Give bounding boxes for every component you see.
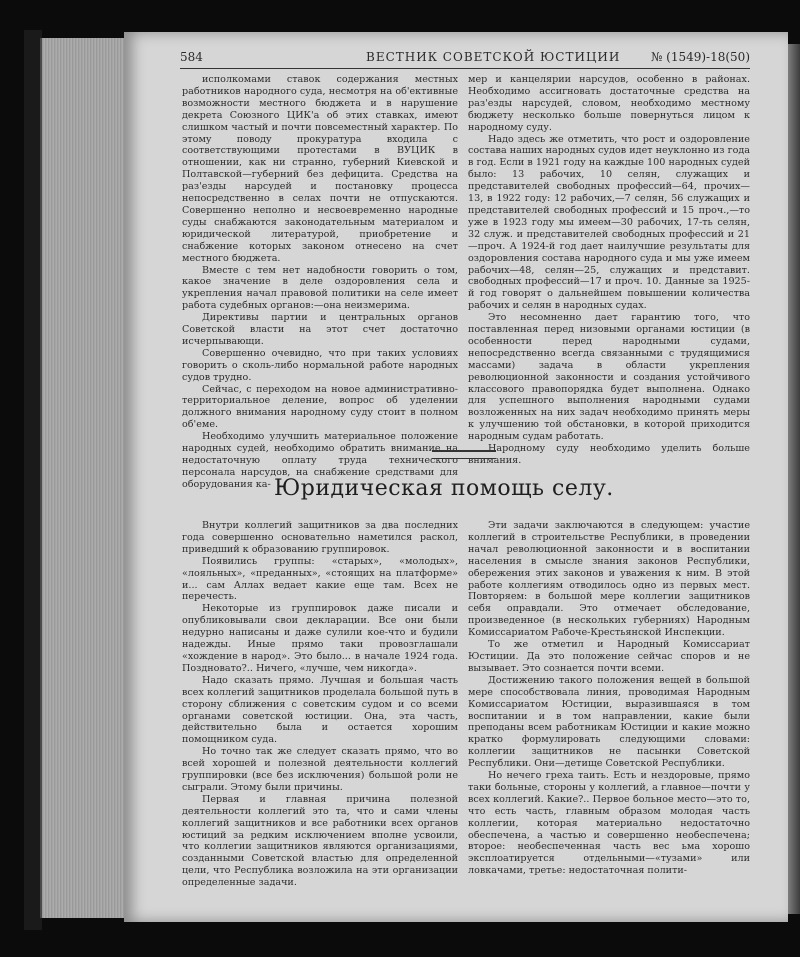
section-title: Юридическая помощь селу. [274, 476, 614, 501]
paragraph: Некоторые из группировок даже писали и опубликовывали свои декларации. Все они были недурно написаны и даже сулили кое-что и будили надежды. Иные прямо таки провозглашали «хождение в народ». Это было... в начале 1924 года. Поздновато?.. Ничего, «лучше, чем никогда». [182, 603, 458, 674]
paragraph: исполкомами ставок содержания местных работников народного суда, несмотря на об'ективные возможности местного бюджета и в нарушение декрета Союзного ЦИК'а об этих ставках, имеют слишком частый и почти повсеместный характер. По этому поводу прокуратура входила с соответствующими протестами в ВУЦИК в отношении, как ни странно, губерний Киевской и Полтавской—губерний без дефицита. Средства на раз'езды нарсудей и постановку процесса непосредственно в селах почти не отпускаются. Совершенно неполно и несвоевременно народные суды снабжаются законодательным материалом и юридической литературой, приобретение и снабжение которых законом отнесено на счет местного бюджета. [182, 74, 458, 264]
paragraph: Сейчас, с переходом на новое административно-территориальное деление, вопрос об уделении должного внимания народному суду стоит в полном об'еме. [182, 383, 458, 431]
page-number: 584 [180, 50, 203, 64]
paragraph: Директивы партии и центральных органов Советской власти на этот счет достаточно исчерпывающи. [182, 312, 458, 347]
paragraph: Эти задачи заключаются в следующем: участие коллегий в строительстве Республики, в проведении начал революционной законности и в воспитании населения в смысле знания законов Республики, обережения этих законов и уважения к ним. В этой работе коллегиям отводилось одно из первых мест. Повторяем: в большой мере коллегии защитников себя оправдали. Это отмечает обследование, произведенное (в нескольких губерниях) Народным Комиссариатом Рабоче-Крестьянской Инспекции. [468, 520, 750, 639]
running-header [180, 48, 750, 69]
section-divider [432, 450, 496, 459]
paragraph: Это несомненно дает гарантию того, что поставленная перед низовыми органами юстиции (в особенности перед народными судами, непосредственно всегда связанными с трудящимися массами) задача в области укрепления революционной законности и создания устойчивого классового правопорядка будет выполнена. Однако для успешного выполнения народными судами возложенных на них задач необходимо принять меры к улучшению той обстановки, в которой приходится народным судам работать. [468, 312, 750, 443]
paragraph: То же отметил и Народный Комиссариат Юстиции. Да это положение сейчас споров и не вызывает. Это сознается почти всеми. [468, 639, 750, 674]
paragraph: Первая и главная причина полезной деятельности коллегий это та, что и сами члены коллегий защитников и все работники всех органов юстиций за редким исключением вполне усвоили, что коллегии защитников являются организациями, созданными Советской властью для определенной цели, что Республика возложила на эти организации определенные задачи. [182, 793, 458, 889]
journal-title: ВЕСТНИК СОВЕТСКОЙ ЮСТИЦИИ [366, 50, 621, 64]
paragraph: Но точно так же следует сказать прямо, что во всей хорошей и полезной деятельности коллегий группировки (все без исключения) большой роли не сыграли. Этому были причины. [182, 746, 458, 793]
journal-page [124, 32, 788, 922]
paragraph: Народному суду необходимо уделить больше внимания. [468, 443, 750, 466]
paragraph: Вместе с тем нет надобности говорить о том, какое значение в деле оздоровления села и укрепления начал правовой политики на селе имеет работа судебных органов:—она неизмерима. [182, 264, 458, 312]
paragraph: Появились группы: «старых», «молодых», «лояльных», «преданных», «стоящих на платформе» и... сам Аллах ведает какие еще там. Всех не перечесть. [182, 555, 458, 603]
paragraph: Совершенно очевидно, что при таких условиях говорить о сколь-либо нормальной работе народных судов трудно. [182, 347, 458, 383]
book-page-edges [40, 38, 132, 918]
paragraph: Но нечего греха таить. Есть и нездоровые, прямо таки больные, стороны у коллегий, а главное—почти у всех коллегий. Какие?.. Первое больное место—это то, что есть часть, главным образом молодая часть коллегии, которая материально недостаточно обеспечена, а частью и совершенно необеспечена; второе: необеспеченная часть вес ьма хорошо эксплоатируется отдельными—«тузами» или ловкачами, третье: недостаточная полити- [468, 770, 750, 877]
paragraph: Надо сказать прямо. Лучшая и большая часть всех коллегий защитников проделала большой путь в сторону сближения с советским судом и со всеми органами советской юстиции. Она, эта часть, действительно была и остается хорошим помощником суда. [182, 674, 458, 746]
paragraph: Необходимо улучшить материальное положение народных судей, необходимо обратить внимание на недостаточную оплату труда технического персонала нарсудов, на снабжение средствами для оборудования ка- [182, 431, 458, 490]
paragraph: мер и канцелярии нарсудов, особенно в районах. Необходимо ассигновать достаточные средства на раз'езды нарсудей, словом, необходимо местному бюджету несколько больше повернуться лицом к народному суду. [468, 74, 750, 133]
article-column-bottom-left [182, 520, 458, 889]
article-column-top-right [468, 74, 750, 479]
issue-number: № (1549)-18(50) [650, 50, 750, 64]
article-column-bottom-right [468, 520, 750, 880]
article-column-top-left [182, 74, 458, 490]
paragraph: Достижению такого положения вещей в большой мере способствовала линия, проводимая Народным Комиссариатом Юстиции, выразившаяся в том воспитании и в том направлении, какие были преподаны всем работникам Юстиции и какие можно кратко формулировать следующими словами: коллегии защитников не пасынки Советской Республики. Они—детище Советской Республики. [468, 674, 750, 770]
paragraph: Надо здесь же отметить, что рост и оздоровление состава наших народных судов идет неуклонно из года в год. Если в 1921 году на каждые 100 народных судей было: 13 рабочих, 10 селян, служащих и представителей свободных профессий—64, прочих—13, в 1922 году: 12 рабочих,—7 селян, 56 служащих и представителей свободных профессий и 15 проч.,—то уже в 1923 году мы имеем—30 рабочих, 17-ть селян, 32 служ. и представителей свободных профессий и 21—проч. А 1924-й год дает наилучшие результаты для оздоровления состава народного суда и мы уже имеем рабочих—48, селян—25, служащих и представит. свободных профессий—17 и проч. 10. Данные за 1925-й год говорят о дальнейшем повышении количества рабочих и селян в народных судах. [468, 133, 750, 312]
paragraph: Внутри коллегий защитников за два последних года совершенно основательно наметился раскол, приведший к образованию группировок. [182, 520, 458, 555]
